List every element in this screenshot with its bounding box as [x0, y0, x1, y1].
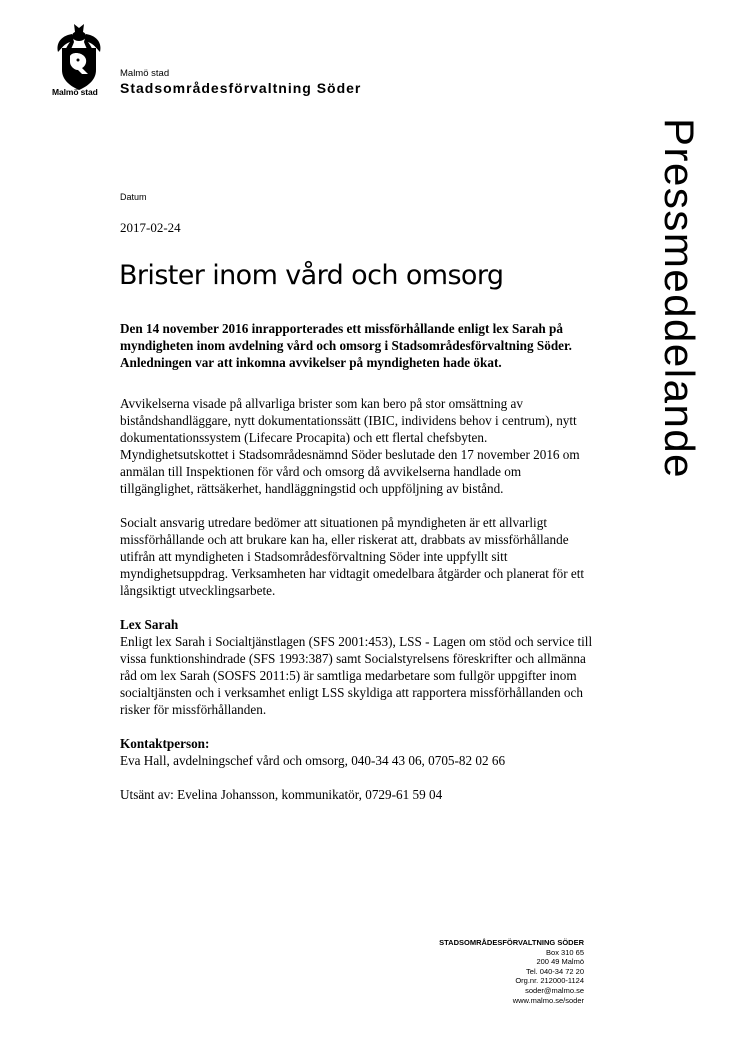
malmo-coat-of-arms-logo	[52, 22, 106, 92]
body-paragraph-2: Socialt ansvarig utredare bedömer att situationen på myndigheten är ett allvarligt missförhållande och att brukare kan ha, eller riskerat att, drabbats av missförhållande utifrån att myndigheten i Stadsområdesförvaltning Söder inte uppfyllt sitt myndighetsuppdrag. Verksamheten har vidtagit omedelbara åtgärder och planerat för ett långsiktigt utvecklingsarbete.	[120, 515, 585, 598]
footer-tel: Tel. 040-34 72 20	[526, 966, 584, 976]
footer-address	[439, 938, 584, 1005]
lex-sarah-section	[120, 616, 595, 718]
page-title: Brister inom vård och omsorg	[119, 260, 504, 291]
contact-text: Eva Hall, avdelningschef vård och omsorg, 040-34 43 06, 0705-82 02 66	[120, 753, 506, 768]
contact-section	[120, 735, 595, 769]
footer-orgnr: Org.nr. 212000-1124	[515, 976, 584, 986]
contact-heading: Kontaktperson:	[120, 736, 210, 751]
footer-org: STADSOMRÅDESFÖRVALTNING SÖDER	[439, 938, 584, 947]
article-body	[120, 320, 595, 820]
footer-box: Box 310 65	[546, 947, 584, 957]
date-value: 2017-02-24	[120, 220, 181, 235]
footer-web[interactable]: www.malmo.se/soder	[512, 995, 584, 1005]
lead-paragraph: Den 14 november 2016 inrapporterades ett missförhållande enligt lex Sarah på myndigheten inom avdelning vård och omsorg i Stadsområdesförvaltning Söder. Anledningen var att inkomna avvikelser på myndigheten hade ökat.	[120, 321, 572, 370]
lex-sarah-text: Enligt lex Sarah i Socialtjänstlagen (SFS 2001:453), LSS - Lagen om stöd och service till vissa funktionshindrade (SFS 1993:387) samt Socialstyrelsens föreskrifter och allmänna råd om lex Sarah (SOSFS 2011:5) är samtliga medarbetare som fullgör uppgifter inom socialtjänsten och i verksamhet enligt LSS skyldiga att rapportera missförhållanden och risker för missförhållanden.	[120, 634, 593, 717]
organization-city: Malmö stad	[120, 68, 170, 79]
lex-sarah-heading: Lex Sarah	[120, 617, 179, 632]
logo-label: Malmö stad	[52, 87, 98, 97]
organization-name: Stadsområdesförvaltning Söder	[120, 80, 362, 96]
body-paragraph-1: Avvikelserna visade på allvarliga brister som kan bero på stor omsättning av biståndshandläggare, nytt dokumentationssätt (IBIC, individens behov i centrum), nytt dokumentationssystem (Lifecare Procapita) och ett flertal chefsbyten. Myndighetsutskottet i Stadsområdesnämnd Söder beslutade den 17 november 2016 om anmälan till Inspektionen för vård och omsorg då avvikelserna handlade om tillgänglighet, rättsäkerhet, handläggningstid och uppföljning av bistånd.	[120, 396, 580, 496]
date-label: Datum	[120, 192, 147, 202]
footer-postal: 200 49 Malmö	[536, 957, 584, 967]
document-type-vertical	[650, 118, 706, 558]
footer-email[interactable]: soder@malmo.se	[525, 985, 584, 995]
document-type-label: Pressmeddelande	[656, 118, 703, 480]
sent-by: Utsänt av: Evelina Johansson, kommunikatör, 0729-61 59 04	[120, 787, 443, 802]
